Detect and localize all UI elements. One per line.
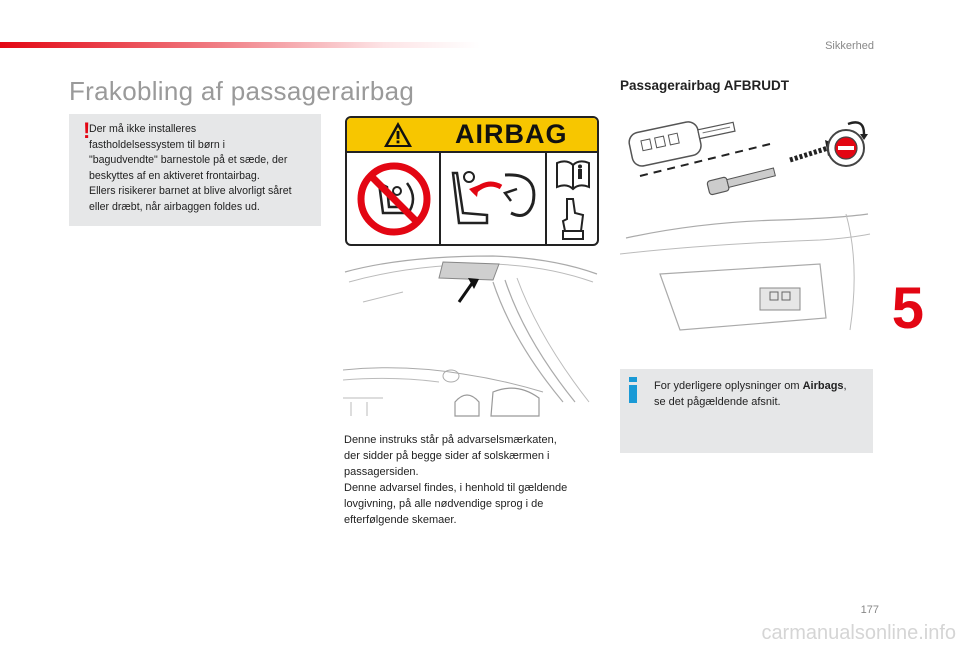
info-box <box>620 369 873 453</box>
key-switch-illustration <box>620 104 876 336</box>
footer-watermark: carmanualsonline.info <box>761 622 956 644</box>
airbag-deploy-icon <box>447 163 541 233</box>
info-icon <box>628 377 638 403</box>
label-cell-prohibited <box>347 153 441 244</box>
airbag-word: AIRBAG <box>455 119 568 149</box>
warning-text: Der må ikke installeres fastholdelsessystem til børn i "bagudvendte" barnestole på et sæde, der beskyttes af en aktiveret frontairbag. Ellers risikerer barnet at blive alvorligt såret eller dræbt, når airbaggen foldes ud. <box>89 123 292 213</box>
no-rear-facing-seat-icon <box>357 161 431 237</box>
sun-visor-illustration <box>343 252 599 417</box>
warning-box <box>69 114 321 226</box>
info-text <box>654 378 866 410</box>
manual-book-icon <box>555 159 591 241</box>
label-header <box>347 118 597 153</box>
section-subheading: Passagerairbag AFBRUDT <box>620 78 790 93</box>
label-cell-manual <box>547 153 597 244</box>
warning-triangle-icon <box>383 121 413 148</box>
page-title: Frakobling af passagerairbag <box>69 76 415 106</box>
label-cell-deploy <box>441 153 547 244</box>
airbags-link-text: Airbags <box>802 380 844 392</box>
section-title: Sikkerhed <box>825 40 874 52</box>
label-caption: Denne instruks står på advarselsmærkaten, der sidder på begge sider af solskærmen i passagersiden. Denne advarsel findes, i henhold til gældende lovgivning, på alle nødvendige sprog i de efterfølgende skemaer. <box>344 434 568 526</box>
info-text-before: For yderligere oplysninger om <box>654 380 803 392</box>
header-accent-bar <box>0 42 480 48</box>
airbag-warning-label <box>345 116 599 246</box>
info-text-after: , se det pågældende afsnit. <box>654 380 847 408</box>
page-number: 177 <box>860 604 879 616</box>
chapter-number: 5 <box>891 276 924 341</box>
exclamation-icon: ! <box>83 118 91 143</box>
